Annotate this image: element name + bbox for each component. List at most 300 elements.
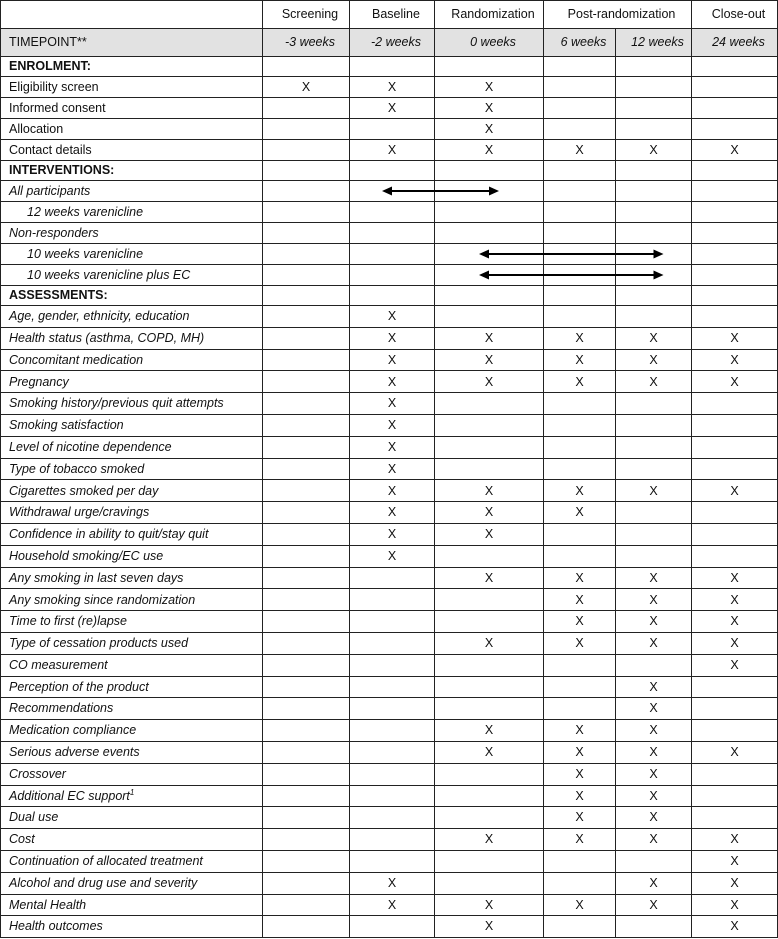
visit-mark: X (387, 330, 397, 345)
schedule-cell (350, 698, 435, 720)
schedule-row (1, 611, 778, 633)
row-label (1, 327, 263, 349)
schedule-cell (350, 720, 435, 742)
visit-mark: X (387, 461, 397, 476)
schedule-cell (263, 916, 350, 938)
schedule-cell (692, 698, 778, 720)
schedule-cell (435, 327, 544, 349)
row-label-text: Perception of the product (9, 679, 149, 694)
visit-mark: X (730, 592, 739, 607)
visit-mark: X (575, 592, 584, 607)
row-label-text: Alcohol and drug use and severity (9, 875, 198, 890)
schedule-cell (692, 306, 778, 328)
row-label-text: Allocation (9, 121, 64, 136)
visit-mark: X (649, 745, 658, 760)
schedule-cell (616, 676, 692, 698)
schedule-cell (263, 850, 350, 872)
schedule-cell (435, 286, 544, 306)
visit-mark: X (387, 439, 397, 454)
schedule-row (1, 349, 778, 371)
schedule-cell (350, 829, 435, 851)
schedule-cell (692, 436, 778, 458)
schedule-cell (263, 785, 350, 807)
schedule-row (1, 436, 778, 458)
schedule-cell (544, 589, 616, 611)
schedule-row (1, 414, 778, 436)
schedule-cell (544, 77, 616, 98)
schedule-row (1, 545, 778, 567)
schedule-cell (544, 502, 616, 524)
schedule-cell (350, 181, 435, 202)
schedule-cell (350, 502, 435, 524)
schedule-cell (544, 632, 616, 654)
schedule-cell (544, 829, 616, 851)
row-label (1, 611, 263, 633)
schedule-cell (692, 720, 778, 742)
schedule-cell (544, 98, 616, 119)
visit-mark: X (575, 832, 584, 847)
schedule-cell (616, 371, 692, 393)
visit-mark: X (484, 79, 494, 94)
schedule-row (1, 327, 778, 349)
schedule-cell (263, 480, 350, 502)
schedule-cell (435, 393, 544, 415)
schedule-cell (350, 202, 435, 223)
schedule-cell (350, 161, 435, 181)
visit-mark: X (649, 788, 658, 803)
visit-mark: X (387, 100, 397, 115)
visit-mark: X (484, 330, 494, 345)
schedule-cell (544, 807, 616, 829)
row-label (1, 265, 263, 286)
schedule-cell (692, 916, 778, 938)
schedule-row (1, 480, 778, 502)
schedule-cell (435, 371, 544, 393)
schedule-cell (544, 244, 616, 265)
schedule-cell (692, 523, 778, 545)
row-label (1, 436, 263, 458)
schedule-cell (263, 306, 350, 328)
schedule-cell (544, 720, 616, 742)
row-label (1, 698, 263, 720)
row-label (1, 720, 263, 742)
schedule-cell (544, 850, 616, 872)
schedule-row (1, 502, 778, 524)
visit-mark: X (730, 330, 739, 345)
visit-mark: X (730, 919, 739, 934)
schedule-cell (544, 436, 616, 458)
visit-mark: X (387, 505, 397, 520)
row-label (1, 306, 263, 328)
schedule-cell (544, 223, 616, 244)
schedule-cell (692, 611, 778, 633)
schedule-cell (692, 676, 778, 698)
schedule-cell (350, 632, 435, 654)
schedule-cell (350, 545, 435, 567)
schedule-cell (263, 589, 350, 611)
timepoint-cell: 12 weeks (616, 29, 692, 57)
row-label (1, 349, 263, 371)
schedule-cell (435, 698, 544, 720)
schedule-cell (692, 654, 778, 676)
visit-mark: X (387, 418, 397, 433)
schedule-cell (263, 720, 350, 742)
schedule-cell (350, 807, 435, 829)
timepoint-cell: -2 weeks (350, 29, 435, 57)
schedule-cell (616, 654, 692, 676)
visit-mark: X (575, 745, 584, 760)
schedule-cell (692, 119, 778, 140)
schedule-cell (435, 265, 544, 286)
schedule-cell (692, 223, 778, 244)
schedule-cell (263, 872, 350, 894)
schedule-row (1, 872, 778, 894)
schedule-cell (350, 654, 435, 676)
schedule-cell (616, 632, 692, 654)
row-label (1, 77, 263, 98)
schedule-cell (616, 850, 692, 872)
schedule-cell (616, 436, 692, 458)
schedule-cell (435, 119, 544, 140)
schedule-cell (263, 57, 350, 77)
schedule-cell (692, 894, 778, 916)
visit-mark: X (575, 897, 584, 912)
schedule-cell (616, 140, 692, 161)
schedule-cell (692, 161, 778, 181)
row-label-text: Recommendations (9, 701, 114, 716)
schedule-cell (544, 654, 616, 676)
schedule-cell (350, 371, 435, 393)
visit-mark: X (649, 679, 658, 694)
schedule-cell (616, 807, 692, 829)
schedule-cell (544, 480, 616, 502)
schedule-cell (263, 181, 350, 202)
schedule-row (1, 265, 778, 286)
schedule-cell (350, 327, 435, 349)
schedule-cell (692, 77, 778, 98)
section-title: INTERVENTIONS: (1, 161, 263, 181)
visit-mark: X (484, 142, 494, 157)
schedule-cell (263, 698, 350, 720)
schedule-cell (350, 850, 435, 872)
row-label-text: Mental Health (9, 897, 87, 912)
schedule-row (1, 894, 778, 916)
schedule-cell (544, 458, 616, 480)
visit-mark: X (730, 352, 739, 367)
schedule-cell (692, 741, 778, 763)
schedule-cell (616, 545, 692, 567)
schedule-row (1, 140, 778, 161)
schedule-cell (435, 676, 544, 698)
schedule-cell (616, 589, 692, 611)
schedule-cell (692, 286, 778, 306)
schedule-row (1, 77, 778, 98)
schedule-cell (435, 545, 544, 567)
visit-mark: X (575, 505, 584, 520)
schedule-row (1, 698, 778, 720)
schedule-cell (435, 436, 544, 458)
schedule-cell (263, 223, 350, 244)
visit-mark: X (484, 100, 494, 115)
schedule-cell (350, 785, 435, 807)
schedule-cell (435, 632, 544, 654)
schedule-cell (616, 916, 692, 938)
schedule-cell (263, 244, 350, 265)
row-label-text: Serious adverse events (9, 745, 140, 760)
schedule-cell (350, 77, 435, 98)
schedule-cell (435, 894, 544, 916)
schedule-cell (435, 458, 544, 480)
schedule-cell (544, 698, 616, 720)
schedule-row (1, 119, 778, 140)
visit-mark: X (575, 810, 584, 825)
schedule-cell (544, 414, 616, 436)
schedule-cell (350, 611, 435, 633)
visit-mark: X (387, 79, 397, 94)
schedule-cell (544, 894, 616, 916)
schedule-cell (544, 306, 616, 328)
visit-mark: X (301, 79, 311, 94)
schedule-cell (263, 567, 350, 589)
schedule-cell (616, 98, 692, 119)
row-label (1, 458, 263, 480)
schedule-cell (616, 393, 692, 415)
schedule-cell (263, 894, 350, 916)
schedule-cell (350, 98, 435, 119)
row-label-text: Cost (9, 832, 35, 847)
row-label-text: Health status (asthma, COPD, MH) (9, 330, 205, 345)
schedule-cell (616, 763, 692, 785)
visit-mark: X (649, 701, 658, 716)
row-label (1, 829, 263, 851)
schedule-cell (544, 181, 616, 202)
schedule-cell (544, 676, 616, 698)
row-label (1, 202, 263, 223)
schedule-cell (435, 741, 544, 763)
schedule-cell (616, 161, 692, 181)
schedule-row (1, 720, 778, 742)
schedule-cell (435, 480, 544, 502)
schedule-cell (350, 306, 435, 328)
schedule-cell (544, 611, 616, 633)
visit-mark: X (649, 614, 658, 629)
schedule-cell (350, 244, 435, 265)
schedule-cell (692, 181, 778, 202)
schedule-cell (263, 202, 350, 223)
schedule-cell (616, 567, 692, 589)
visit-mark: X (484, 483, 494, 498)
timepoint-cell: 24 weeks (692, 29, 778, 57)
schedule-cell (435, 502, 544, 524)
visit-mark: X (575, 766, 584, 781)
visit-mark: X (387, 483, 397, 498)
visit-mark: X (484, 505, 494, 520)
row-label-text: Any smoking since randomization (9, 592, 196, 607)
row-label (1, 119, 263, 140)
visit-mark: X (575, 483, 584, 498)
visit-mark: X (575, 723, 584, 738)
schedule-cell (616, 265, 692, 286)
schedule-cell (544, 327, 616, 349)
schedule-cell (692, 589, 778, 611)
footnote-marker: 1 (129, 788, 135, 798)
section-title: ENROLMENT: (1, 57, 263, 77)
schedule-cell (263, 414, 350, 436)
schedule-cell (350, 349, 435, 371)
visit-mark: X (387, 142, 397, 157)
row-label (1, 181, 263, 202)
schedule-cell (435, 720, 544, 742)
schedule-cell (544, 916, 616, 938)
row-label (1, 763, 263, 785)
visit-mark: X (649, 636, 658, 651)
schedule-cell (263, 829, 350, 851)
schedule-cell (616, 480, 692, 502)
schedule-cell (616, 698, 692, 720)
schedule-cell (544, 349, 616, 371)
schedule-cell (616, 77, 692, 98)
schedule-cell (544, 785, 616, 807)
schedule-cell (350, 741, 435, 763)
schedule-cell (616, 872, 692, 894)
schedule-cell (544, 265, 616, 286)
row-label (1, 414, 263, 436)
visit-mark: X (649, 875, 658, 890)
schedule-cell (544, 140, 616, 161)
visit-mark: X (387, 527, 397, 542)
schedule-cell (616, 349, 692, 371)
schedule-cell (350, 140, 435, 161)
row-label (1, 916, 263, 938)
schedule-cell (435, 916, 544, 938)
visit-mark: X (575, 142, 584, 157)
visit-mark: X (649, 330, 658, 345)
row-label (1, 545, 263, 567)
timepoint-cell: 0 weeks (435, 29, 544, 57)
schedule-cell (263, 502, 350, 524)
row-label-text: Smoking history/previous quit attempts (9, 396, 224, 411)
schedule-cell (263, 98, 350, 119)
schedule-cell (616, 894, 692, 916)
schedule-cell (616, 119, 692, 140)
visit-mark: X (730, 636, 739, 651)
schedule-row (1, 393, 778, 415)
row-label-text: Confidence in ability to quit/stay quit (9, 527, 209, 542)
visit-mark: X (649, 352, 658, 367)
header-close-out: Close-out (692, 1, 778, 29)
schedule-row (1, 458, 778, 480)
schedule-cell (435, 223, 544, 244)
schedule-cell (692, 502, 778, 524)
visit-mark: X (649, 374, 658, 389)
schedule-cell (692, 458, 778, 480)
row-label-text: Smoking satisfaction (9, 418, 124, 433)
schedule-cell (350, 286, 435, 306)
schedule-row (1, 807, 778, 829)
schedule-row (1, 763, 778, 785)
schedule-cell (263, 140, 350, 161)
timepoint-cell: -3 weeks (263, 29, 350, 57)
schedule-cell (616, 57, 692, 77)
schedule-cell (616, 181, 692, 202)
visit-mark: X (575, 330, 584, 345)
visit-mark: X (730, 875, 739, 890)
schedule-cell (350, 872, 435, 894)
schedule-cell (435, 807, 544, 829)
schedule-cell (263, 611, 350, 633)
schedule-cell (435, 306, 544, 328)
schedule-cell (263, 632, 350, 654)
visit-mark: X (649, 766, 658, 781)
row-label-text: Contact details (9, 142, 92, 157)
schedule-cell (350, 763, 435, 785)
schedule-cell (692, 872, 778, 894)
schedule-cell (350, 480, 435, 502)
schedule-cell (616, 286, 692, 306)
row-label-text: Additional EC support (9, 789, 130, 804)
header-randomization: Randomization (435, 1, 544, 29)
schedule-cell (350, 567, 435, 589)
visit-mark: X (484, 897, 494, 912)
schedule-cell (350, 57, 435, 77)
row-label-text: Crossover (9, 766, 66, 781)
visit-mark: X (730, 142, 739, 157)
visit-mark: X (575, 570, 584, 585)
section-row (1, 286, 778, 306)
row-label (1, 480, 263, 502)
schedule-row (1, 741, 778, 763)
schedule-cell (263, 393, 350, 415)
row-label-text: Dual use (9, 810, 59, 825)
schedule-cell (692, 140, 778, 161)
schedule-row (1, 785, 778, 807)
schedule-cell (350, 265, 435, 286)
row-label (1, 785, 263, 807)
schedule-cell (435, 202, 544, 223)
schedule-row (1, 676, 778, 698)
visit-mark: X (484, 723, 494, 738)
visit-mark: X (730, 614, 739, 629)
schedule-cell (544, 202, 616, 223)
schedule-cell (263, 286, 350, 306)
schedule-cell (263, 741, 350, 763)
schedule-cell (692, 327, 778, 349)
schedule-row (1, 589, 778, 611)
schedule-cell (350, 458, 435, 480)
schedule-row (1, 202, 778, 223)
row-label (1, 140, 263, 161)
schedule-cell (350, 676, 435, 698)
visit-mark: X (649, 592, 658, 607)
schedule-cell (544, 286, 616, 306)
schedule-cell (435, 57, 544, 77)
schedule-cell (544, 371, 616, 393)
schedule-row (1, 654, 778, 676)
row-label-text: Health outcomes (9, 919, 103, 934)
visit-mark: X (730, 897, 739, 912)
visit-mark: X (387, 875, 397, 890)
row-label-text: 10 weeks varenicline (27, 246, 144, 261)
schedule-cell (350, 894, 435, 916)
schedule-row (1, 306, 778, 328)
visit-mark: X (484, 636, 494, 651)
schedule-cell (350, 916, 435, 938)
timepoint-label: TIMEPOINT** (1, 29, 263, 57)
visit-mark: X (484, 832, 494, 847)
schedule-cell (263, 458, 350, 480)
schedule-cell (435, 181, 544, 202)
schedule-row (1, 632, 778, 654)
